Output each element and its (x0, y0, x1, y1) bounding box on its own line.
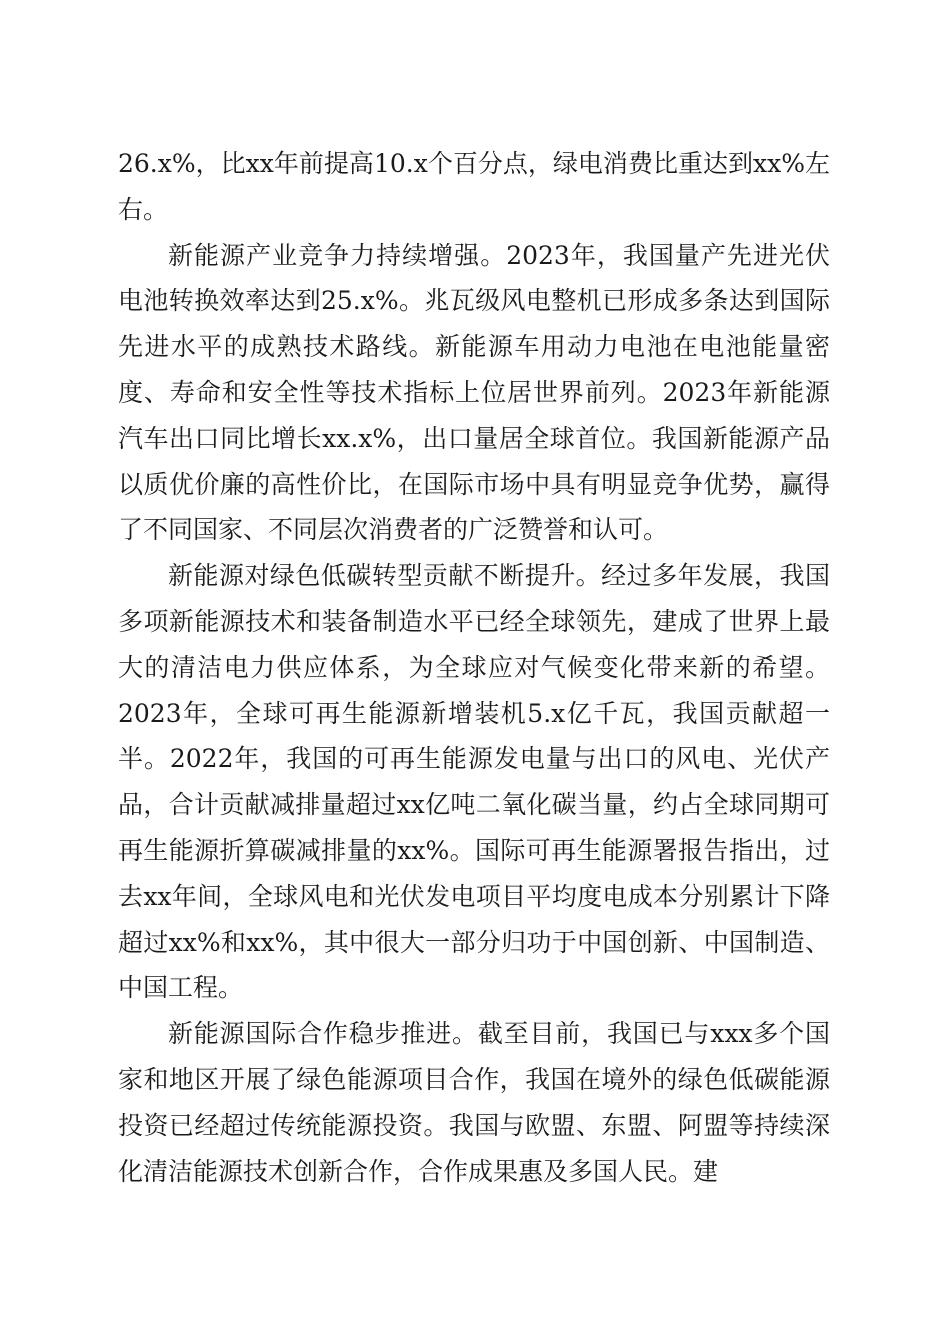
paragraph-continuation: 26.x%，比xx年前提高10.x个百分点，绿电消费比重达到xx%左右。 (118, 149, 830, 224)
paragraph-international-cooperation: 新能源国际合作稳步推进。截至目前，我国已与xxx多个国家和地区开展了绿色能源项目合作，我国在境外的绿色低碳能源投资已经超过传统能源投资。我国与欧盟、东盟、阿盟等持续深化清洁能源技术创新合作，合作成果惠及多国人民。建 (118, 1019, 830, 1186)
body-text (118, 141, 830, 1194)
paragraph-green-transition: 新能源对绿色低碳转型贡献不断提升。经过多年发展，我国多项新能源技术和装备制造水平已经全球领先，建成了世界上最大的清洁电力供应体系，为全球应对气候变化带来新的希望。2023年，全球可再生能源新增装机5.x亿千瓦，我国贡献超一半。2022年，我国的可再生能源发电量与出口的风电、光伏产品，合计贡献减排量超过xx亿吨二氧化碳当量，约占全球同期可再生能源折算碳减排量的xx%。国际可再生能源署报告指出，过去xx年间，全球风电和光伏发电项目平均度电成本分别累计下降超过xx%和xx%，其中很大一部分归功于中国创新、中国制造、中国工程。 (118, 561, 830, 1003)
paragraph-industry-competitiveness: 新能源产业竞争力持续增强。2023年，我国量产先进光伏电池转换效率达到25.x%。兆瓦级风电整机已形成多条达到国际先进水平的成熟技术路线。新能源车用动力电池在电池能量密度、寿命和安全性等技术指标上位居世界前列。2023年新能源汽车出口同比增长xx.x%，出口量居全球首位。我国新能源产品以质优价廉的高性价比，在国际市场中具有明显竞争优势，赢得了不同国家、不同层次消费者的广泛赞誉和认可。 (118, 240, 830, 545)
